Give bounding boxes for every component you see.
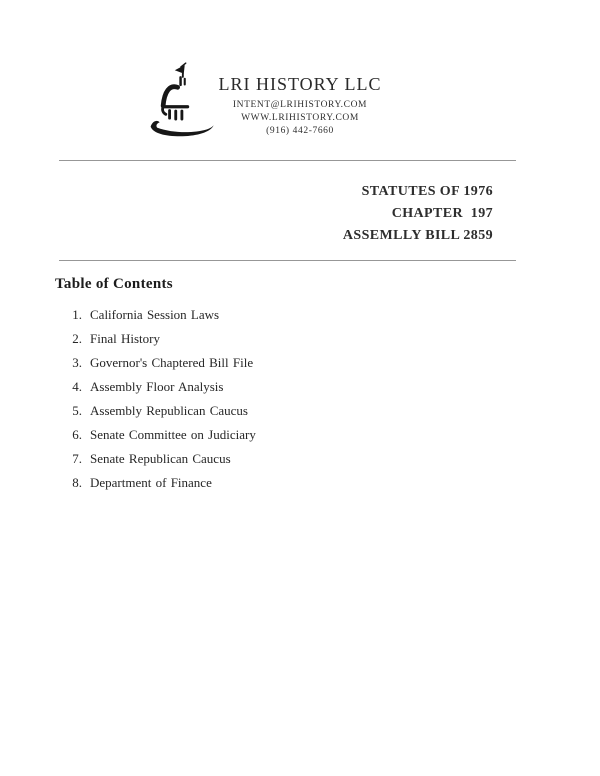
toc-item-label: Senate Committee on Judiciary [90, 427, 256, 442]
toc-item-number: 7. [72, 451, 82, 466]
toc-item-number: 6. [72, 427, 82, 442]
toc-item [68, 423, 256, 447]
letterhead [0, 73, 600, 138]
toc-item-label: California Session Laws [90, 307, 220, 322]
toc-item [68, 351, 256, 375]
contact-email: INTENT@LRIHISTORY.COM [232, 100, 368, 110]
statutes-chapter: CHAPTER 197 [391, 206, 493, 221]
toc-item-label: Governor's Chaptered Bill File [90, 355, 254, 370]
statutes-bill: ASSEMLLY BILL 2859 [342, 228, 493, 243]
toc-item-number: 2. [72, 331, 82, 346]
toc-item-label: Assembly Floor Analysis [90, 379, 224, 394]
toc-item-number: 1. [72, 307, 82, 322]
toc-item-number: 5. [72, 403, 82, 418]
statutes-block [343, 181, 493, 247]
toc-list [68, 303, 256, 495]
toc-item-label: Assembly Republican Caucus [90, 403, 248, 418]
toc-item [68, 303, 256, 327]
divider-top [59, 160, 516, 161]
statutes-year: STATUTES OF 1976 [361, 184, 493, 199]
toc-item-label: Final History [90, 331, 160, 346]
toc-heading: Table of Contents [55, 276, 173, 292]
contact-block [0, 99, 600, 138]
divider-bottom [59, 260, 516, 261]
toc-item-label: Department of Finance [90, 475, 212, 490]
contact-phone: (916) 442-7660 [266, 126, 334, 136]
toc-item-number: 4. [72, 379, 82, 394]
toc-item [68, 375, 256, 399]
toc-item-label: Senate Republican Caucus [90, 451, 231, 466]
contact-website: WWW.LRIHISTORY.COM [241, 113, 359, 123]
toc-item [68, 327, 256, 351]
toc-item-number: 8. [72, 475, 82, 490]
toc-item [68, 471, 256, 495]
toc-item [68, 399, 256, 423]
company-name: LRI HISTORY LLC [218, 74, 382, 94]
toc-item-number: 3. [72, 355, 82, 370]
toc-item [68, 447, 256, 471]
